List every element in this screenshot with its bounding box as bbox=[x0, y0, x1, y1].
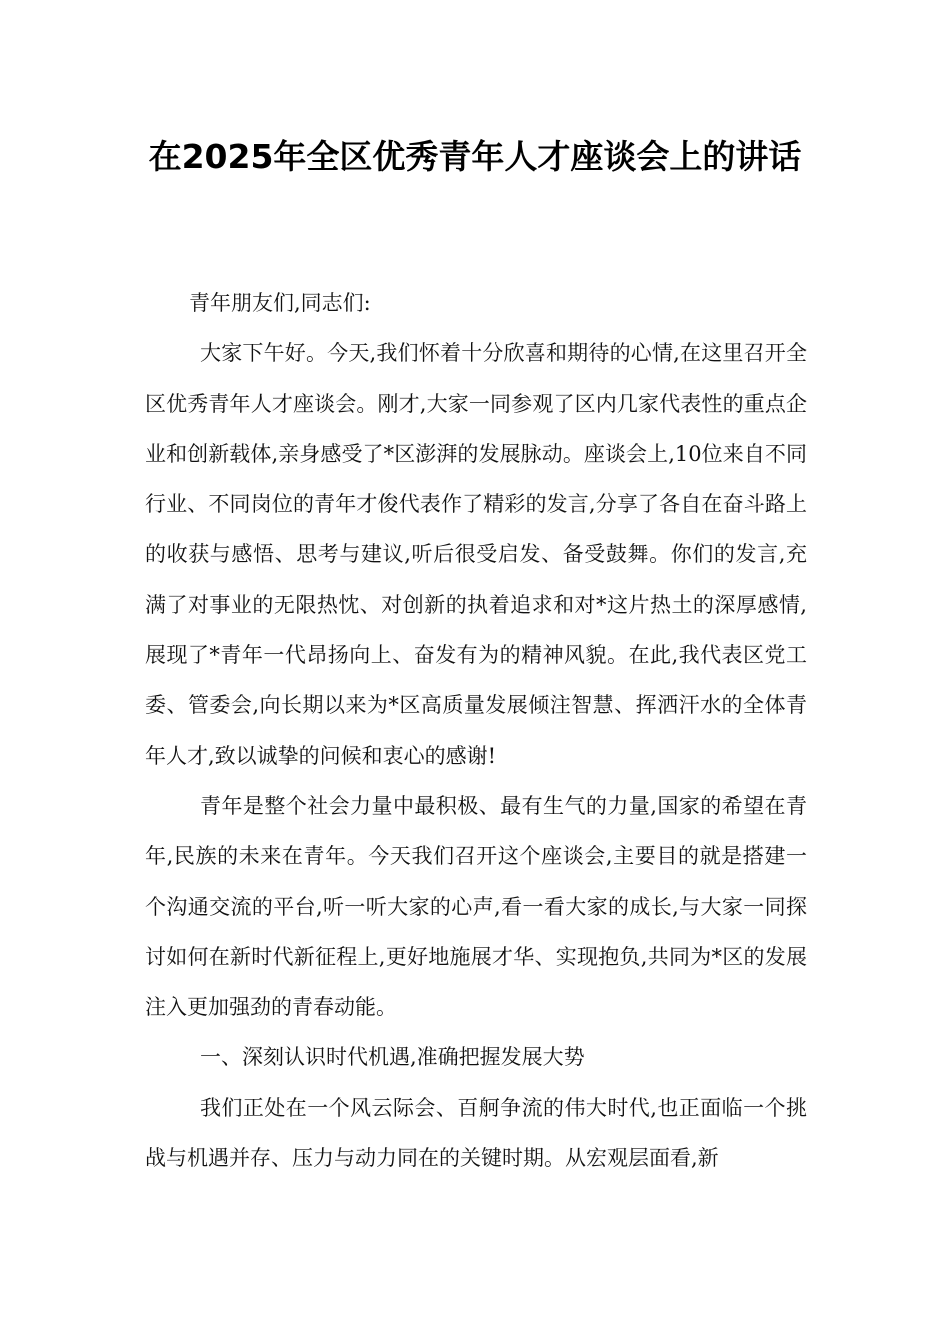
section-heading: 一、深刻认识时代机遇,准确把握发展大势 bbox=[200, 1045, 585, 1070]
salutation: 青年朋友们,同志们: bbox=[189, 291, 371, 315]
body-paragraph: 大家下午好。今天,我们怀着十分欣喜和期待的心情,在这里召开全区优秀青年人才座谈会。刚才,大家一同参观了区内几家代表性的重点企业和创新载体,亲身感受了*区澎湃的发展脉动。座谈会上,10位来自不同行业、不同岗位的青年才俊代表作了精彩的发言,分享了各自在奋斗路上的收获与感悟、思考与建议,听后很受启发、备受鼓舞。你们的发言,充满了对事业的无限热忱、对创新的执着追求和对*这片热土的深厚感情,展现了*青年一代昂扬向上、奋发有为的精神风貌。在此,我代表区党工委、管委会,向长期以来为*区高质量发展倾注智慧、挥洒汗水的全体青年人才,致以诚挚的问候和衷心的感谢! bbox=[145, 341, 807, 768]
document-body bbox=[145, 278, 807, 1183]
body-paragraph: 青年是整个社会力量中最积极、最有生气的力量,国家的希望在青年,民族的未来在青年。今天我们召开这个座谈会,主要目的就是搭建一个沟通交流的平台,听一听大家的心声,看一看大家的成长,与大家一同探讨如何在新时代新征程上,更好地施展才华、实现抱负,共同为*区的发展注入更加强劲的青春动能。 bbox=[145, 793, 807, 1020]
document-title: 在2025年全区优秀青年人才座谈会上的讲话 bbox=[148, 137, 802, 176]
body-paragraph: 我们正处在一个风云际会、百舸争流的伟大时代,也正面临一个挑战与机遇并存、压力与动力同在的关键时期。从宏观层面看,新 bbox=[145, 1095, 807, 1171]
